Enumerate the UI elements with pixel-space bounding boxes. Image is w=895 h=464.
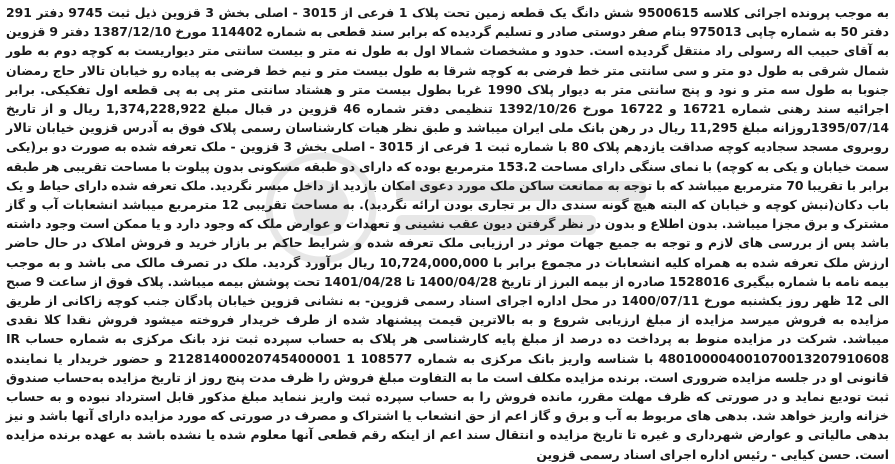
notice-body: به موجب پرونده اجرائی کلاسه 9500615 شش دانگ یک قطعه زمین تحت پلاک 1 فرعی از 3015 - اصلی بخش 3 قزوین ذیل ثبت 9745 دفتر 291 دفتر 50 به شماره چاپی 975013 بنام صفر دوستی صادر و تسلیم گردیده که برابر سند قطعی به شماره 114402 مورخ 1387/12/10 دفتر 9 قزوین به آقای حبیب اله رسولی راد منتقل گردیده است. حدود و مشخصات شمالا اول به طول نه متر و بیست سانتی متر دیواریست به کوچه دوم به طور شمال شرقی به طول دو متر و سی سانتی متر خط فرضی به کوچه شرقا به طول بیست متر و نیم خط فرضی به پیاده رو خیابان تالار حاج رمضان جنوبا به طول سه متر و نود و پنج سانتی متر به دیوار پلاک 1990 غربا بطول بیست متر و هشتاد سانتی متر پی به پی قطعه اول تفکیکی. برابر اجرائیه سند رهنی شماره 16721 و 16722 مورخ 1392/10/26 تنظیمی دفتر شماره 46 قزوین در قبال مبلغ 1,374,228,922 ریال و از تاریخ 1395/07/14روزانه مبلغ 11,295 ریال در رهن بانک ملی ایران میباشد و طبق نظر هیات کارشناسان رسمی پلاک فوق به آدرس قزوین خیابان تالار روبروی مسجد سجادیه کوچه صداقت یازدهم پلاک 80 با شماره ثبت 1 فرعی از 3015 - اصلی بخش 3 قزوین - ملک تعرفه شده به صورت دو بر(یکی سمت خیابان و یکی به کوچه) با نمای سنگی دارای مساحت 153.2 مترمربع بوده که دارای دو طبقه مسکونی بدون پیلوت با مساحت تقریبی هر طبقه برابر با تقریبا 70 مترمربع میباشد که با توجه به ممانعت ساکن ملک مورد دعوی امکان بازدید از داخل میسر نگردید. ملک تعرفه شده دارای حیاط و یک باب دکان(نبش کوچه و خیابان که البته هیچ گونه سندی دال بر تجاری بودن ارائه نگردید). به مساحت تقریبی 12 مترمربع میباشد انشعابات آب و گاز مشترک و برق مجزا میباشد. بدون اطلاع و بدون در نظر گرفتن دیون عقب نشینی و تعهدات و عوارض ملک که وجود دارد و یا ممکن است وجود داشته باشد پس از بررسی های لازم و توجه به جمیع جهات موثر در ارزیابی ملک تعرفه شده و شرایط حاکم بر بازار خرید و فروش املاک در حال حاضر ارزش ملک تعرفه شده به همراه کلیه انشعابات در مجموع برابر با 10,724,000,000 ریال برآورد گردید. ملک در تصرف مالک می باشد و به موجب بیمه نامه با شماره بیگیری 1528016 صادره از بیمه البرز از تاریخ 1400/04/28 تا 1401/04/28 تحت پوشش بیمه میباشد. پلاک فوق از ساعت 9 صبح الی 12 ظهر روز یکشنبه مورخ 1400/07/11 در محل اداره اجرای اسناد رسمی قزوین- به نشانی قزوین خیابان پادگان جنب کوچه زاکانی از طریق مزایده به فروش میرسد مزایده از مبلغ ارزیابی شروع و به بالاترین قیمت پیشنهاد شده از طرف خریدار فروخته میشود فروش نقدا کلا نقدی میباشد. شرکت در مزایده منوط به پرداخت ده درصد از مبلغ پایه کارشناسی هر پلاک به حساب سپرده ثبت نزد بانک مرکزی به شماره حساب IR 480100004001070013207910608 با شناسه واریز بانک مرکزی به شماره 108577 1 21281400020745400001 و حضور خریدار یا نماینده قانونی او در جلسه مزایده ضروری است. برنده مزایده مکلف است ما به التفاوت مبلغ فروش را ظرف مدت پنج روز از تاریخ مزایده به‌حساب صندوق ثبت تودیع نماید و در صورتی که ظرف مهلت مقرر، مانده فروش را به حساب سپرده ثبت واریز ننماید مبلغ مذکور قابل استرداد نبوده و به حساب خزانه واریز خواهد شد. بدهی های مربوط به آب و برق و گاز اعم از حق انشعاب یا اشتراک و مصرف در صورتی که مورد مزایده دارای آنها باشد و نیز بدهی مالیاتی و عوارض شهرداری و غیره تا تاریخ مزایده و انتقال سند اعم از اینکه رقم قطعی آنها معلوم شده یا نشده باشد به عهده برنده مزایده است. حسن کیایی - رئیس اداره اجرای اسناد رسمی قزوین xyxy=(6,5,890,462)
auction-notice xyxy=(6,3,890,462)
